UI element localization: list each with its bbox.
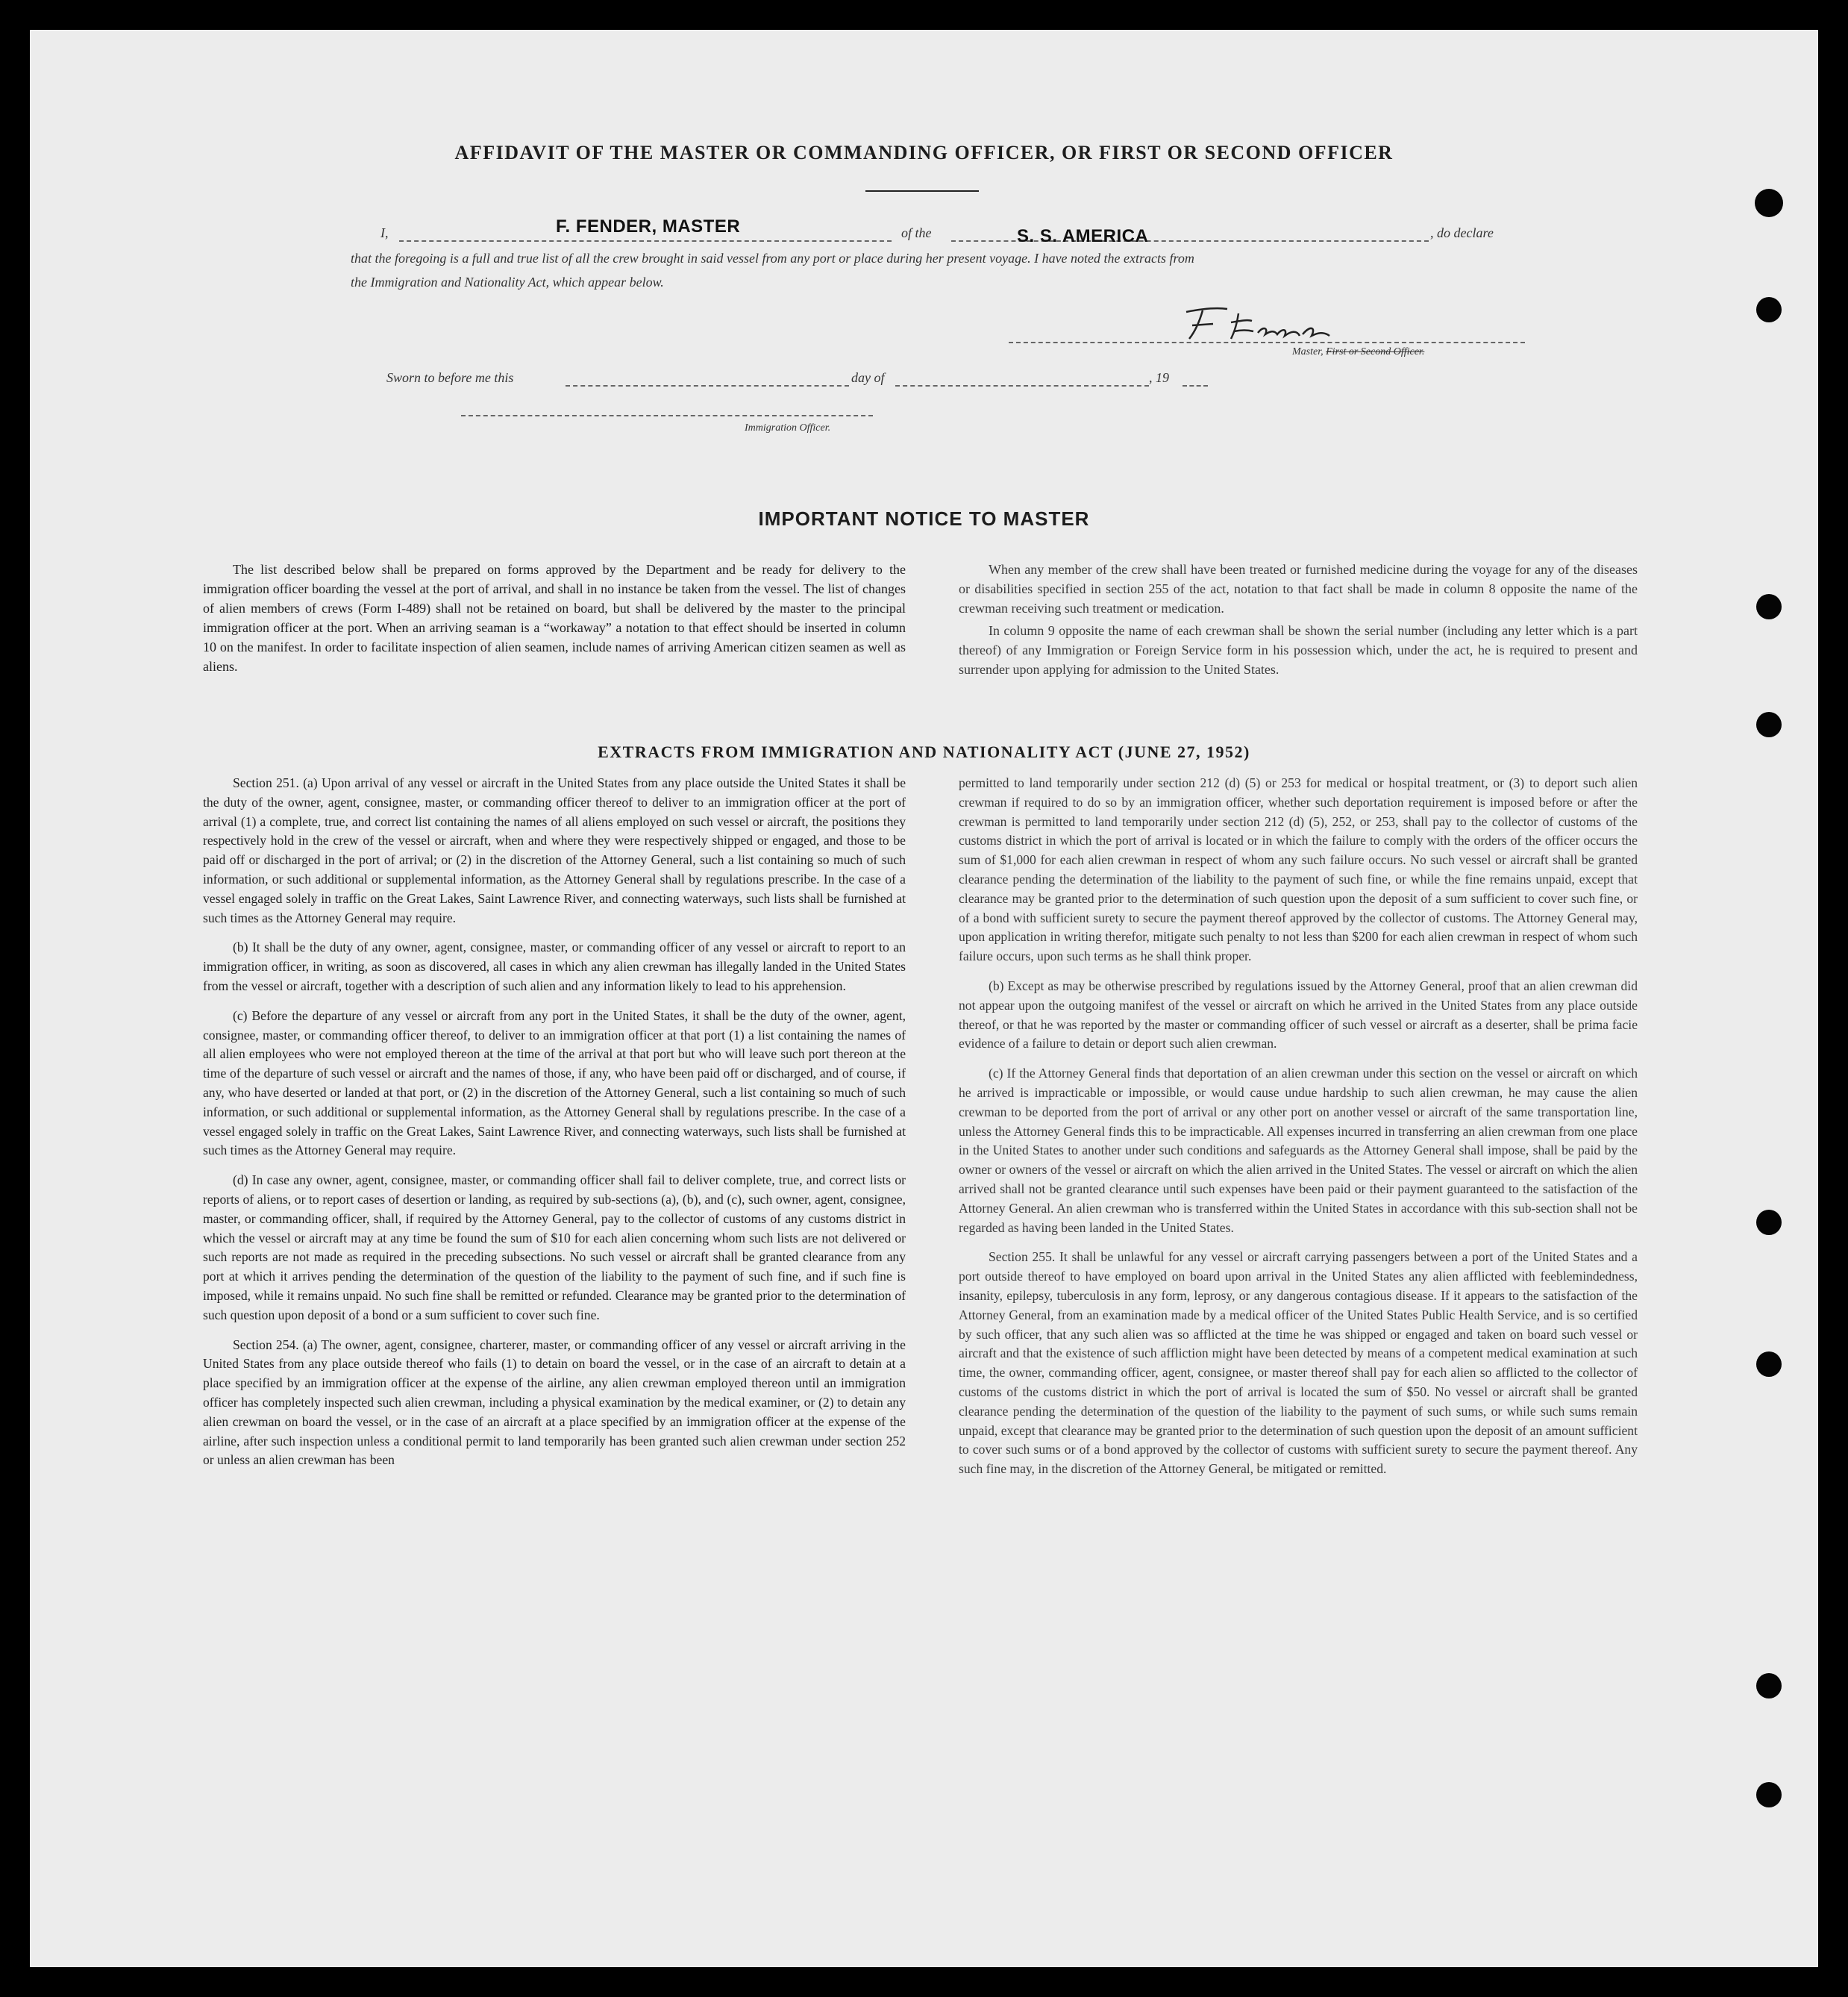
signature-line [1009, 342, 1525, 343]
extracts-left-column [203, 774, 906, 1481]
section-251-c: (c) Before the departure of any vessel or aircraft from any port in the United States, it shall be the duty of the owner, agent, consignee, master, or commanding officer thereof, to deliver to an immigration officer at that port (1) a list containing the names of all alien employees who were not employed thereon at the time of the arrival at that port but who will leave such port thereon at the time of the departure of such vessel or aircraft and the names of those, if any, who have been paid off or discharged, and of course, if any, who have deserted or landed at that port, or (2) in the discretion of the Attorney General, such a list containing so much of such information, or such additional or supplemental information, as the Attorney General shall by regulations prescribe. In the case of a vessel engaged solely in traffic on the Great Lakes, Saint Lawrence River, and connecting waterways, such lists shall be furnished at such times as the Attorney General may require. [203, 1007, 906, 1158]
signature-caption [1292, 346, 1424, 358]
document-page [30, 30, 1818, 1967]
notice-right-column [959, 560, 1638, 684]
section-251-b: (b) It shall be the duty of any owner, agent, consignee, master, or commanding officer of any vessel or aircraft to report to an immigration officer, in writing, as soon as discovered, all cases in which any alien crewman has illegally landed in the United States from the vessel or aircraft, together with a description of such alien and any information likely to lead to his apprehension. [203, 940, 906, 993]
caption-master: Master, [1292, 346, 1324, 357]
do-declare-label: , do declare [1430, 225, 1494, 240]
punch-hole [1756, 712, 1782, 737]
vessel-name-field[interactable]: S. S. AMERICA [1017, 226, 1149, 246]
punch-hole [1756, 1673, 1782, 1698]
caption-struck-officer: First or Second Officer. [1326, 346, 1425, 357]
immigration-officer-line [461, 415, 873, 416]
of-the-label: of the [901, 225, 932, 240]
notice-left-column [203, 560, 906, 681]
affidavit-title: AFFIDAVIT OF THE MASTER OR COMMANDING OFFICER, OR FIRST OR SECOND OFFICER [454, 142, 1394, 163]
section-254-c: (c) If the Attorney General finds that deportation of an alien crewman under this section on the vessel or aircraft on which he arrived is impracticable or impossible, or would cause undue hardship to such alien crewman, he may cause the alien crewman to be deported from the port of arrival or any other port on another vessel or aircraft of the same transportation line, unless the Attorney General finds this to be impracticable. All expenses incurred in transferring an alien crewman from one place in the United States to another under such conditions and safeguards as the Attorney General shall impose, shall be paid by the owner or owners of the vessel or aircraft on which the alien arrived in the United States. The vessel or aircraft on which the alien arrived shall not be granted clearance until such expenses have been paid or their payment guaranteed to the satisfaction of the Attorney General. An alien crewman who is transferred within the United States in accordance with this sub-section shall not be regarded as having been landed in the United States. [959, 1066, 1638, 1235]
sworn-year-line [1183, 385, 1208, 387]
declaration-line-1: that the foregoing is a full and true list of all the crew brought in said vessel from any port or place during her present voyage. I have noted the extracts from [351, 251, 1194, 266]
day-of-label: day of [851, 370, 885, 385]
punch-hole [1756, 1782, 1782, 1807]
master-name-line [399, 240, 892, 242]
sworn-label: Sworn to before me this [386, 370, 514, 385]
extracts-title: EXTRACTS FROM IMMIGRATION AND NATIONALITY ACT (JUNE 27, 1952) [598, 743, 1250, 761]
affidavit-i-label: I, [380, 225, 389, 240]
sworn-day-line [566, 385, 849, 387]
title-underline [865, 190, 979, 192]
section-251-a: Section 251. (a) Upon arrival of any vessel or aircraft in the United States from any place outside the United States it shall be the duty of the owner, agent, consignee, master, or commanding officer thereof to deliver to an immigration officer at the port of arrival (1) a complete, true, and correct list containing the names of all aliens employed on such vessel or aircraft, the positions they respectively hold in the crew of the vessel or aircraft, when and where they were respectively shipped or engaged, and those to be paid off or discharged in the port of arrival; or (2) in the discretion of the Attorney General, such a list containing so much of such information, or such additional or supplemental information, as the Attorney General shall by regulations prescribe. In the case of a vessel engaged solely in traffic on the Great Lakes, Saint Lawrence River, and connecting waterways, such lists shall be furnished at such times as the Attorney General may require. [203, 775, 906, 925]
punch-hole [1755, 189, 1783, 217]
section-254-b: (b) Except as may be otherwise prescribed by regulations issued by the Attorney General, proof that an alien crewman did not appear upon the outgoing manifest of the vessel or aircraft on which he arrived in the United States from any place outside thereof, or that he was reported by the master or commanding officer of such vessel or aircraft as a deserter, shall be prima facie evidence of a failure to detain or deport such alien crewman. [959, 978, 1638, 1051]
immigration-officer-caption: Immigration Officer. [745, 422, 831, 434]
notice-title: IMPORTANT NOTICE TO MASTER [758, 507, 1090, 530]
year-label: , 19 [1149, 370, 1169, 385]
section-251-d: (d) In case any owner, agent, consignee, master, or commanding officer shall fail to deliver complete, true, and correct lists or reports of aliens, or to report cases of desertion or landing, as required by sub-sections (a), (b), and (c), such owner, agent, consignee, master, or commanding officer, shall, if required by the Attorney General, pay to the collector of customs of any customs district in which the vessel or aircraft may at any time be found the sum of $10 for each alien concerning whom such lists are not delivered or such reports are not made as required in the preceding subsections. No such vessel or aircraft shall be granted clearance from any port at which it arrives pending the determination of the question of the liability to the payment of such fine, and if such fine is imposed, while it remains unpaid. No such fine shall be remitted or refunded. Clearance may be granted prior to the determination of such question upon deposit of a bond or a sum sufficient to cover such fine. [203, 1172, 906, 1322]
master-name-field[interactable]: F. FENDER, MASTER [556, 216, 741, 237]
section-254-a-continued: permitted to land temporarily under section 212 (d) (5) or 253 for medical or hospital treatment, or (3) to deport such alien crewman if required to do so by an immigration officer, whether such deportation requirement is imposed before or after the crewman is permitted to land temporarily under section 212 (d) (5), 252, or 253, shall pay to the collector of customs of the customs district in which the port of arrival is located or in which the failure to comply with the orders of the officer occurs the sum of $1,000 for each alien crewman in respect of whom any such failure occurs. No such vessel or aircraft shall be granted clearance pending the determination of the liability to the payment of such fine, or while the fine remains unpaid, except that clearance may be granted prior to the determination of such question upon the deposit of a sum sufficient to cover such fine, or of a bond with sufficient surety to secure the payment thereof approved by the collector of customs. The Attorney General may, upon application in writing therefor, mitigate such penalty to not less than $200 for each alien crewman in respect of whom such failure occurs, upon such terms as he shall think proper. [959, 775, 1638, 964]
extracts-right-column [959, 774, 1638, 1490]
declaration-line-2: the Immigration and Nationality Act, which appear below. [351, 275, 664, 290]
punch-hole [1756, 594, 1782, 619]
section-255: Section 255. It shall be unlawful for any vessel or aircraft carrying passengers between a port of the United States and a port outside thereof to have employed on board upon arrival in the United States any alien afflicted with feeblemindedness, insanity, epilepsy, tuberculosis in any form, leprosy, or any dangerous contagious disease. If it appears to the satisfaction of the Attorney General, from an examination made by a medical officer of the United States Public Health Service, and is so certified by such officer, that any such alien was so afflicted at the time he was shipped or engaged and taken on board such vessel or aircraft and that the existence of such affliction might have been detected by means of a competent medical examination at such time, the owner, commanding officer, agent, consignee, or master thereof shall pay for each alien so afflicted to the collector of customs of the customs district in which the port of arrival is located the sum of $50. No vessel or aircraft shall be granted clearance pending the determination of the question of the liability to the payment of such sums, or while such sums remain unpaid, except that clearance may be granted prior to the determination of such question upon the deposit of an amount sufficient to cover such sums or of a bond approved by the collector of customs with sufficient surety to secure the payment thereof. Any such fine may, in the discretion of the Attorney General, be mitigated or remitted. [959, 1249, 1638, 1477]
punch-hole [1756, 1351, 1782, 1377]
sworn-month-line [895, 385, 1149, 387]
notice-left-paragraph: The list described below shall be prepared on forms approved by the Department and be ready for delivery to the immigration officer boarding the vessel at the port of arrival, and shall in no instance be taken from the vessel. The list of changes of alien members of crews (Form I-489) shall not be retained on board, but shall be delivered by the master to the principal immigration officer at the port. When an arriving seaman is a “workaway” a notation to that effect should be inserted in column 10 on the manifest. In order to facilitate inspection of alien seamen, include names of arriving American citizen seamen as well as aliens. [203, 562, 906, 674]
notice-right-paragraph-2: In column 9 opposite the name of each crewman shall be shown the serial number (including any letter which is a part thereof) of any Immigration or Foreign Service form in his possession which, under the act, he is required to present and surrender upon applying for admission to the United States. [959, 623, 1638, 677]
punch-hole [1756, 1210, 1782, 1235]
notice-right-paragraph-1: When any member of the crew shall have been treated or furnished medicine during the voyage for any of the diseases or disabilities specified in section 255 of the act, notation to that fact shall be made in column 8 opposite the name of the crewman receiving such treatment or medication. [959, 562, 1638, 616]
punch-hole [1756, 297, 1782, 322]
section-254-a: Section 254. (a) The owner, agent, consignee, charterer, master, or commanding officer of any vessel or aircraft arriving in the United States from any place outside thereof who fails (1) to detain on board the vessel, or in the case of an aircraft to detain at a place specified by an immigration officer at the expense of the airline, any alien crewman employed thereon until an immigration officer has completely inspected such alien crewman, including a physical examination by the medical examiner, or (2) to detain any alien crewman on board the vessel, or in the case of an aircraft at a place specified by an immigration officer at the expense of the airline, after such inspection unless a conditional permit to land temporarily has been granted such alien crewman under section 252 or unless an alien crewman has been [203, 1337, 906, 1468]
